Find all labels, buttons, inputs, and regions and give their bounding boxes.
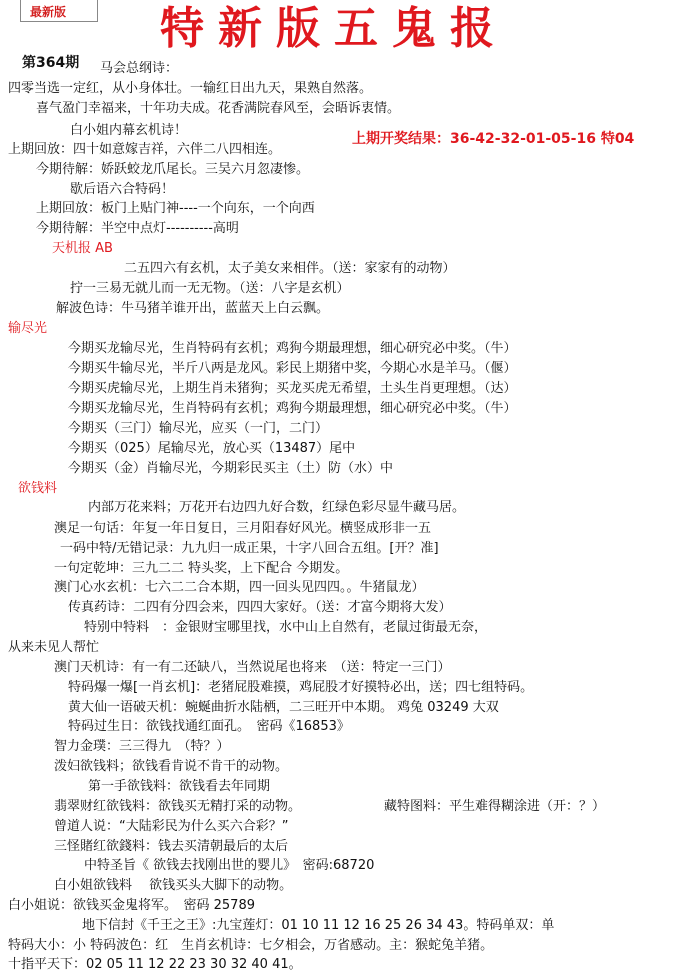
last-draw-result: 上期开奖结果：36-42-32-01-05-16 特04 — [352, 131, 635, 147]
line-39: 曾道人说：“大陆彩民为什么买六合彩？” — [54, 819, 289, 834]
issue-number: 第364期 — [22, 55, 80, 71]
line-27: 传真药诗：二四有分四会来，四四大家好。（送：才富今期将大发） — [68, 600, 452, 615]
line-34: 智力金璞：三三得九 （特？） — [54, 739, 230, 754]
line-0: 马会总纲诗： — [100, 61, 179, 76]
line-2: 喜气盈门幸福来，十年功夫成。花香满院春风至，会晤诉衷情。 — [36, 101, 401, 116]
edition-label: 最新版 — [30, 5, 67, 19]
section-heading-tianjibao: 天机报 AB — [52, 241, 113, 256]
line-46: 十指平天下：02 05 11 12 22 23 30 32 40 41。 — [8, 957, 302, 972]
line-22: 内部万花来料；万花开右边四九好合数，红绿色彩尽显牛藏马居。 — [88, 500, 466, 515]
line-15: 今期买牛输尽光，半斤八两是龙风。彩民上期猪中奖，今期心水是羊马。（偃） — [68, 361, 517, 376]
line-45: 特码大小：小 特码波色：红 生肖玄机诗：七夕相会，万省感动。主：猴蛇兔羊猪。 — [8, 938, 494, 953]
line-40: 三怪賭红欲錢料：钱去买清朝最后的太后 — [54, 839, 289, 854]
line-3: 白小姐内幕玄机诗！ — [70, 123, 188, 138]
line-14: 今期买龙输尽光，生肖特码有玄机；鸡狗今期最理想，细心研究必中奖。（牛） — [68, 341, 517, 356]
line-18: 今期买（三门）输尽光，应买（一门，二门） — [68, 421, 329, 436]
line-7: 上期回放：板门上贴门神----一个向东，一个向西 — [36, 201, 315, 216]
line-35: 泼妇欲钱料；欲钱看肯说不肯干的动物。 — [54, 759, 289, 774]
line-32: 黄大仙一语破天机：蜿蜒曲折水陆栖，二三旺开中本期。 鸡兔 03249 大双 — [68, 700, 499, 715]
line-37: 翡翠财红欲钱料：欲钱买无精打采的动物。 — [54, 799, 302, 814]
line-4: 上期回放：四十如意嫁吉祥，六伴二八四相连。 — [8, 142, 282, 157]
line-12: 解波色诗：牛马猪羊谁开出，蓝蓝天上白云飘。 — [56, 301, 330, 316]
line-17: 今期买龙输尽光，生肖特码有玄机；鸡狗今期最理想，细心研究必中奖。（牛） — [68, 401, 517, 416]
section-heading-yuqianliao: 欲钱料 — [18, 481, 58, 496]
line-44: 地下信封《千王之王》:九宝莲灯：01 10 11 12 16 25 26 34 43。特码单双：单 — [82, 918, 555, 933]
line-36: 第一手欲钱料：欲钱看去年同期 — [88, 779, 271, 794]
line-1: 四零当选一定红，从小身体壮。一输红日出九天，果熟自然落。 — [8, 81, 373, 96]
section-heading-shujinguang: 输尽光 — [8, 321, 48, 336]
line-42: 白小姐欲钱料 欲钱买头大脚下的动物。 — [54, 878, 293, 893]
line-41: 中特圣旨《 欲钱去找刚出世的婴儿》 密码:68720 — [84, 858, 375, 873]
line-31: 特码爆一爆[一肖玄机]：老猪屁股难摸，鸡屁股才好摸特必出，送；四七组特码。 — [68, 680, 534, 695]
line-20: 今期买（金）肖输尽光，今期彩民买主（土）防（水）中 — [68, 461, 394, 476]
line-43: 白小姐说：欲钱买金鬼将军。 密码 25789 — [8, 898, 255, 913]
line-30: 澳门天机诗：有一有二还缺八，当然说尾也将来 （送：特定一三门） — [54, 660, 451, 675]
line-5: 今期待解：娇跃蛟龙爪尾长。三吴六月忽凄惨。 — [36, 162, 310, 177]
line-11: 拧一三易无就儿而一无无物。（送：八字是玄机） — [70, 281, 350, 296]
line-24: 一码中特/无错记录：九九归一成正果，十字八回合五组。[开？准] — [60, 541, 439, 556]
page-title: 特新版五鬼报 — [160, 3, 508, 54]
line-10: 二五四六有玄机，太子美女来相伴。（送：家家有的动物） — [124, 261, 456, 276]
line-33: 特码过生日：欲钱找通红面孔。 密码《16853》 — [68, 719, 350, 734]
line-25: 一句定乾坤：三九二二 特头奖，上下配合 今期发。 — [54, 561, 349, 576]
line-19: 今期买（025）尾输尽光，放心买（13487）尾中 — [68, 441, 356, 456]
line-26: 澳门心水玄机：七六二二合本期，四一回头见四四。。牛猪鼠龙） — [54, 580, 425, 595]
line-6: 歇后语六合特码！ — [70, 182, 175, 197]
line-16: 今期买虎输尽光，上期生肖未猪狗；买龙买虎无希望，土头生肖更理想。（达） — [68, 381, 517, 396]
line-23: 澳足一句话：年复一年日复日，三月阳春好风光。横竖成形非一五 — [54, 521, 432, 536]
line-38: 藏特图料：平生难得糊涂进（开：？） — [384, 799, 606, 814]
line-29: 从来未见人帮忙 — [8, 640, 100, 655]
line-8: 今期待解：半空中点灯----------高明 — [36, 221, 239, 236]
line-28: 特别中特料 ：金银财宝哪里找，水中山上自然有，老鼠过街最无奈， — [84, 620, 488, 635]
